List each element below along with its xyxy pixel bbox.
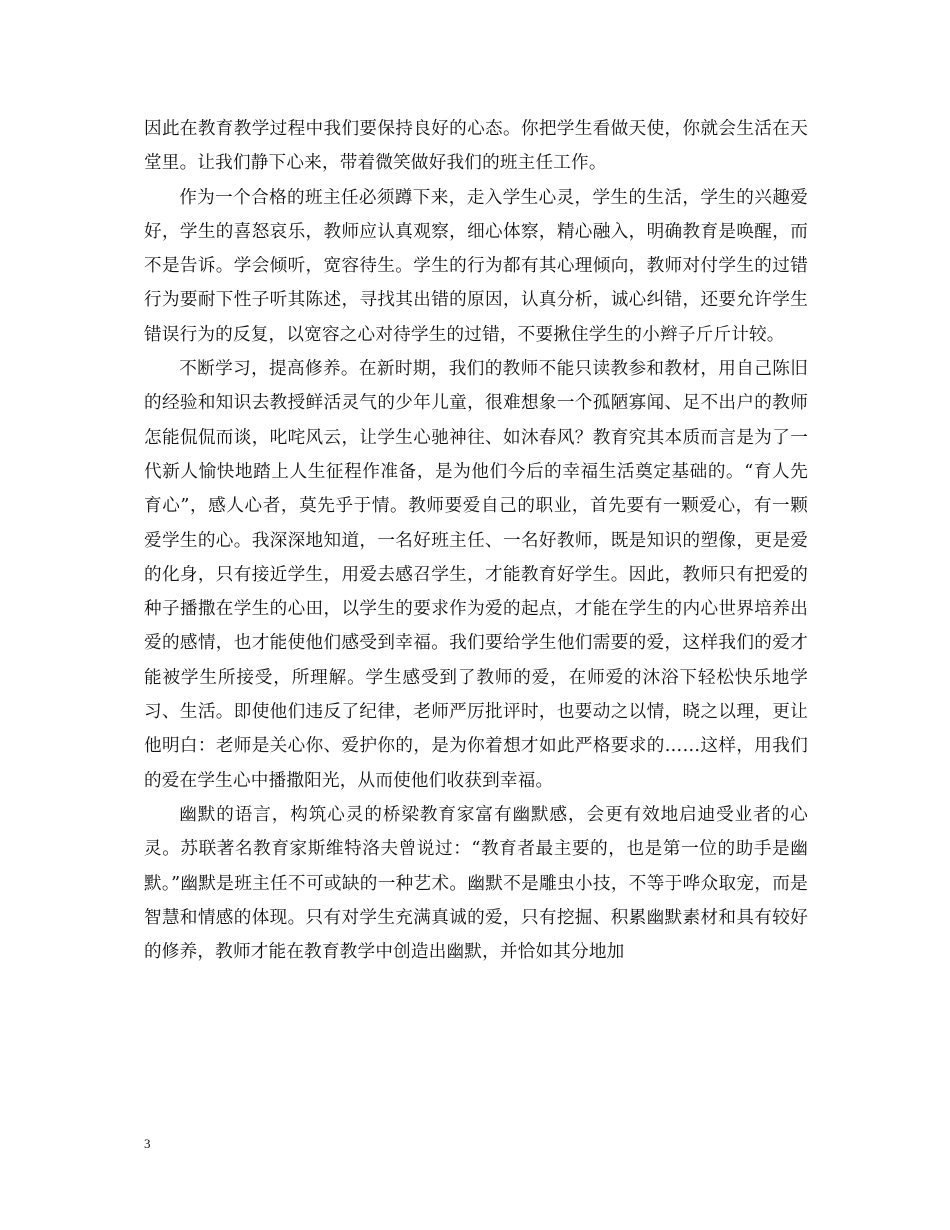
document-body xyxy=(144,112,808,969)
paragraph-4: 幽默的语言，构筑心灵的桥梁教育家富有幽默感，会更有效地启迪受业者的心灵。苏联著名教育家斯维特洛夫曾说过：“教育者最主要的，也是第一位的助手是幽默。”幽默是班主任不可或缺的一种艺术。幽默不是雕虫小技，不等于哗众取宠，而是智慧和情感的体现。只有对学生充满真诚的爱，只有挖掘、积累幽默素材和具有较好的修养，教师才能在教育教学中创造出幽默，并恰如其分地加 xyxy=(144,804,808,963)
paragraph-2: 作为一个合格的班主任必须蹲下来，走入学生心灵，学生的生活，学生的兴趣爱好，学生的喜怒哀乐，教师应认真观察，细心体察，精心融入，明确教育是唤醒，而不是告诉。学会倾听，宽容待生。学生的行为都有其心理倾向，教师对付学生的过错行为要耐下性子听其陈述，寻找其出错的原因，认真分析，诚心纠错，还要允许学生错误行为的反复，以宽容之心对待学生的过错，不要揪住学生的小辫子斤斤计较。 xyxy=(144,187,808,345)
paragraph-1: 因此在教育教学过程中我们要保持良好的心态。你把学生看做天使，你就会生活在天堂里。让我们静下心来，带着微笑做好我们的班主任工作。 xyxy=(144,119,808,174)
page-number: 3 xyxy=(144,1136,151,1151)
paragraph-3: 不断学习，提高修养。在新时期，我们的教师不能只读教参和教材，用自己陈旧的经验和知识去教授鲜活灵气的少年儿童，很难想象一个孤陋寡闻、足不出户的教师怎能侃侃而谈，叱咤风云，让学生心驰神往、如沐春风？教育究其本质而言是为了一代新人愉快地踏上人生征程作准备，是为他们今后的幸福生活奠定基础的。“育人先育心”，感人心者，莫先乎于情。教师要爱自己的职业，首先要有一颗爱心，有一颗爱学生的心。我深深地知道，一名好班主任、一名好教师，既是知识的塑像，更是爱的化身，只有接近学生，用爱去感召学生，才能教育好学生。因此，教师只有把爱的种子播撒在学生的心田，以学生的要求作为爱的起点，才能在学生的内心世界培养出爱的感情，也才能使他们感受到幸福。我们要给学生他们需要的爱，这样我们的爱才能被学生所接受，所理解。学生感受到了教师的爱，在师爱的沐浴下轻松快乐地学习、生活。即使他们违反了纪律，老师严厉批评时，也要动之以情，晓之以理，更让他明白：老师是关心你、爱护你的，是为你着想才如此严格要求的……这样，用我们的爱在学生心中播撒阳光，从而使他们收获到幸福。 xyxy=(144,359,808,791)
